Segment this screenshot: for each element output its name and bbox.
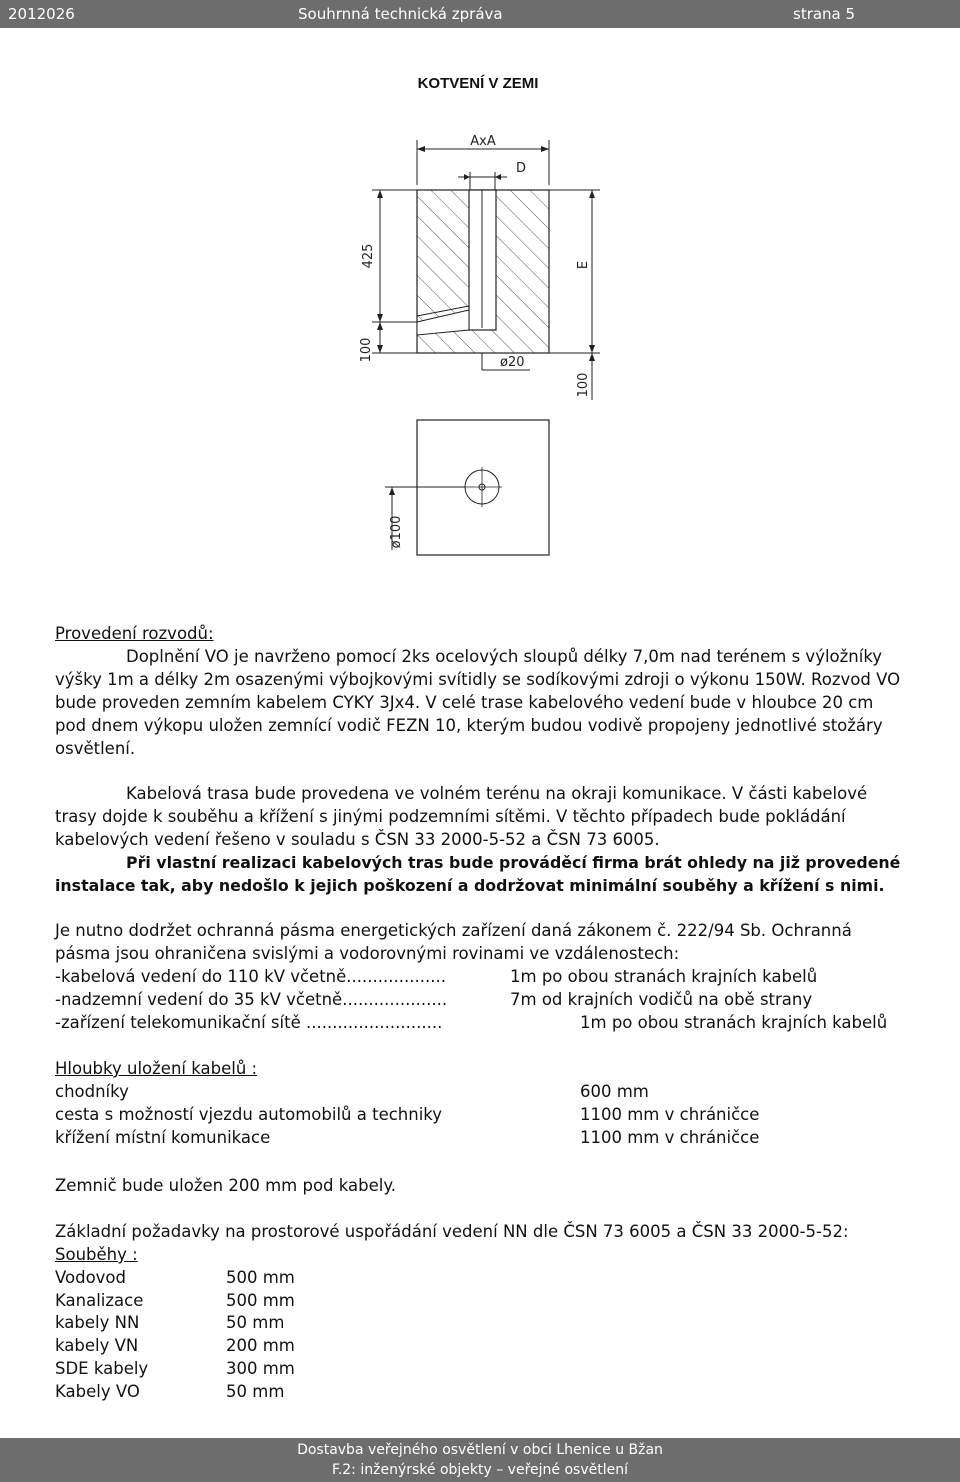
drawing-title: KOTVENÍ V ZEMI bbox=[417, 75, 539, 92]
soubeh-label: Kabely VO bbox=[55, 1382, 140, 1401]
soubeh-label: kabely NN bbox=[55, 1313, 140, 1332]
rozvody-line-2: výšky 1m a délky 2m osazenými výbojkovými svítidly se sodíkovými zdroji o výkonu 150W. Rozvod VO bbox=[55, 670, 901, 689]
soubeh-value: 300 mm bbox=[226, 1359, 295, 1378]
soubeh-label: SDE kabely bbox=[55, 1359, 149, 1378]
pasma-row-value: 1m po obou stranách krajních kabelů bbox=[580, 1013, 888, 1032]
rozvody-line-5: osvětlení. bbox=[55, 739, 136, 758]
dim-d: D bbox=[516, 161, 527, 176]
dim-e: E bbox=[576, 260, 591, 270]
footer-section: F.2: inženýrské objekty – veřejné osvětlení bbox=[332, 1462, 628, 1478]
rozvody-line-1: Doplnění VO je navrženo pomocí 2ks ocelových sloupů délky 7,0m nad terénem s výložníky bbox=[126, 647, 883, 666]
rozvody-line-4: pod dnem výkopu uložen zemnící vodič FEZN 10, kterým budou vodivě propojeny jednotlivé stožáry bbox=[55, 716, 883, 735]
soubeh-label: kabely VN bbox=[55, 1336, 139, 1355]
page-footer bbox=[0, 1438, 960, 1482]
pasma-row-value: 1m po obou stranách krajních kabelů bbox=[510, 967, 818, 986]
soubeh-label: Kanalizace bbox=[55, 1291, 144, 1310]
hloubky-row-label: chodníky bbox=[55, 1082, 129, 1101]
section-heading-rozvody: Provedení rozvodů: bbox=[55, 624, 214, 643]
anchoring-drawing bbox=[340, 60, 620, 560]
soubeh-label: Vodovod bbox=[55, 1268, 127, 1287]
dim-phi20: ø20 bbox=[500, 355, 525, 370]
warning-line-1: Při vlastní realizaci kabelových tras bude prováděcí firma brát ohledy na již provedené bbox=[126, 853, 901, 872]
section-heading-hloubky: Hloubky uložení kabelů : bbox=[55, 1059, 258, 1078]
rozvody-line-3: bude proveden zemním kabelem CYKY 3Jx4. V celé trase kabelového vedení bude v hloubce 20 cm bbox=[55, 693, 874, 712]
warning-line-2: instalace tak, aby nedošlo k jejich poškození a dodržovat minimální souběhy a křížení s nimi. bbox=[55, 876, 885, 895]
page-label: strana 5 bbox=[793, 5, 856, 23]
pasma-row-value: 7m od krajních vodičů na obě strany bbox=[510, 990, 813, 1009]
dim-phi100: ø100 bbox=[389, 515, 404, 549]
hloubky-row-value: 1100 mm v chráničce bbox=[580, 1128, 760, 1147]
pasma-line-1: Je nutno dodržet ochranná pásma energetických zařízení daná zákonem č. 222/94 Sb. Ochranná bbox=[55, 921, 852, 940]
page-header bbox=[0, 0, 960, 28]
trasa-line-2: trasy dojde k souběhu a křížení s jinými podzemními sítěmi. V těchto případech bude pokládání bbox=[55, 807, 846, 826]
pasma-row-label: -nadzemní vedení do 35 kV včetně.................... bbox=[55, 990, 448, 1009]
trasa-line-3: kabelových vedení řešeno v souladu s ČSN 33 2000-5-52 a ČSN 73 6005. bbox=[55, 830, 660, 849]
doc-number: 2012026 bbox=[8, 5, 75, 23]
soubeh-value: 200 mm bbox=[226, 1336, 295, 1355]
dim-100-right: 100 bbox=[576, 372, 591, 398]
zemnic-note: Zemnič bude uložen 200 mm pod kabely. bbox=[55, 1176, 396, 1195]
soubeh-value: 500 mm bbox=[226, 1291, 295, 1310]
hloubky-row-label: křížení místní komunikace bbox=[55, 1128, 271, 1147]
soubehy-intro: Základní požadavky na prostorové uspořádání vedení NN dle ČSN 73 6005 a ČSN 33 2000-5-52: bbox=[55, 1222, 849, 1241]
footer-project: Dostavba veřejného osvětlení v obci Lhenice u Bžan bbox=[297, 1442, 663, 1458]
hloubky-row-value: 1100 mm v chráničce bbox=[580, 1105, 760, 1124]
doc-title: Souhrnná technická zpráva bbox=[298, 5, 503, 23]
dim-axa: AxA bbox=[470, 134, 496, 149]
dim-425: 425 bbox=[361, 243, 376, 269]
pasma-line-2: pásma jsou ohraničena svislými a vodorovnými rovinami ve vzdálenostech: bbox=[55, 944, 680, 963]
pasma-row-label: -zařízení telekomunikační sítě .......................... bbox=[55, 1013, 443, 1032]
section-heading-soubehy: Souběhy : bbox=[55, 1245, 138, 1264]
hloubky-row-label: cesta s možností vjezdu automobilů a techniky bbox=[55, 1105, 443, 1124]
soubeh-value: 500 mm bbox=[226, 1268, 295, 1287]
soubeh-value: 50 mm bbox=[226, 1382, 285, 1401]
pasma-row-label: -kabelová vedení do 110 kV včetně................... bbox=[55, 967, 446, 986]
hloubky-row-value: 600 mm bbox=[580, 1082, 649, 1101]
soubeh-value: 50 mm bbox=[226, 1313, 285, 1332]
trasa-line-1: Kabelová trasa bude provedena ve volném terénu na okraji komunikace. V části kabelové bbox=[126, 784, 868, 803]
dim-100-left: 100 bbox=[359, 337, 374, 363]
